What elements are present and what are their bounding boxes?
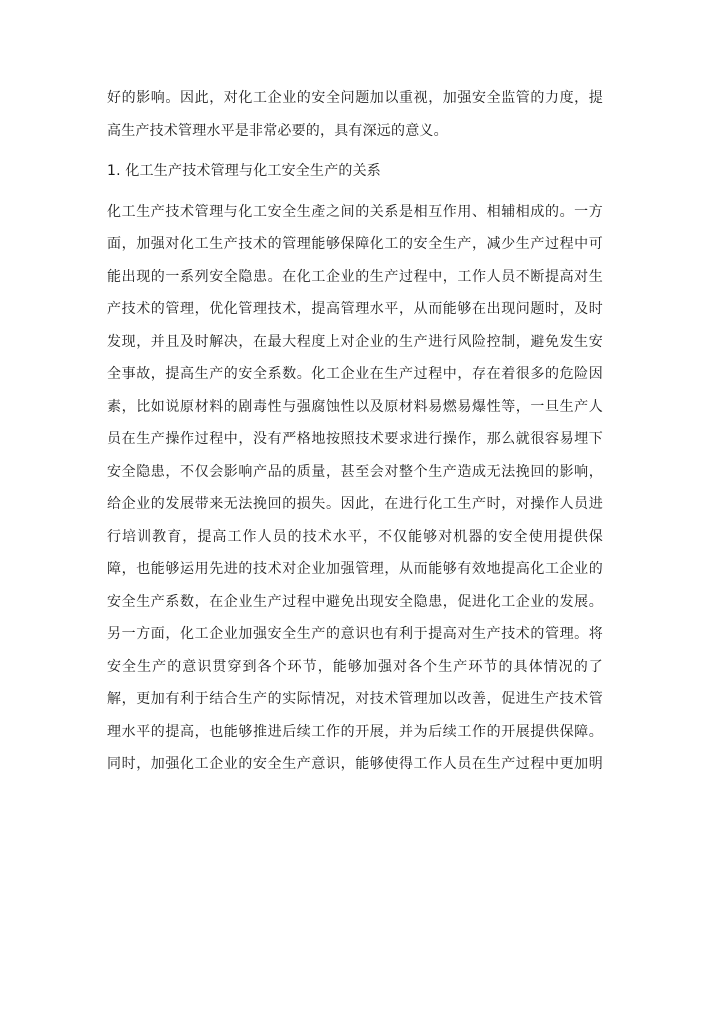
body-line: 同时，加强化工企业的安全生产意识，能够使得工作人员在生产过程中更加明 [107,756,603,772]
body-line: 理水平的提高，也能够推进后续工作的开展，并为后续工作的开展提供保障。 [107,723,603,740]
body-line: 行培训教育，提高工作人员的技术水平，不仅能够对机器的安全使用提供保 [107,528,603,545]
body-line: 解，更加有利于结合生产的实际情况，对技术管理加以改善，促进生产技术管 [107,691,603,707]
body-line: 能出现的一系列安全隐患。在化工企业的生产过程中，工作人员不断提高对生 [107,268,603,285]
body-line: 安全生产系数，在企业生产过程中避免出现安全隐患，促进化工企业的发展。 [107,593,603,610]
document-body [107,82,603,781]
body-line: 给企业的发展带来无法挽回的损失。因此，在进行化工生产时，对操作人员进 [107,496,603,512]
body-line: 产技术的管理，优化管理技术，提高管理水平，从而能够在出现问题时，及时 [107,301,603,317]
body-line: 面，加强对化工生产技术的管理能够保障化工的安全生产，减少生产过程中可 [107,236,603,252]
body-line: 化工生产技术管理与化工安全生產之间的关系是相互作用、相辅相成的。一方 [107,203,603,220]
intro-line-1: 好的影响。因此，对化工企业的安全问题加以重视，加强安全监管的力度，提 [107,90,603,106]
body-line: 发现，并且及时解决，在最大程度上对企业的生产进行风险控制，避免发生安 [107,333,603,350]
body-line: 员在生产操作过程中，没有严格地按照技术要求进行操作，那么就很容易埋下 [107,431,603,447]
body-line: 障，也能够运用先进的技术对企业加强管理，从而能够有效地提高化工企业的 [107,561,603,577]
body-line: 安全隐患，不仅会影响产品的质量，甚至会对整个生产造成无法挽回的影响， [107,463,603,480]
section-heading: 1. 化工生产技术管理与化工安全生产的关系 [107,163,382,179]
body-line: 安全生产的意识贯穿到各个环节，能够加强对各个生产环节的具体情况的了 [107,658,603,675]
body-line: 全事故，提高生产的安全系数。化工企业在生产过程中，存在着很多的危险因 [107,366,603,382]
body-line: 另一方面，化工企业加强安全生产的意识也有利于提高对生产技术的管理。将 [107,626,603,642]
body-line: 素，比如说原材料的剧毒性与强腐蚀性以及原材料易燃易爆性等，一旦生产人 [107,398,603,415]
intro-line-2: 高生产技术管理水平是非常必要的，具有深远的意义。 [107,122,448,139]
